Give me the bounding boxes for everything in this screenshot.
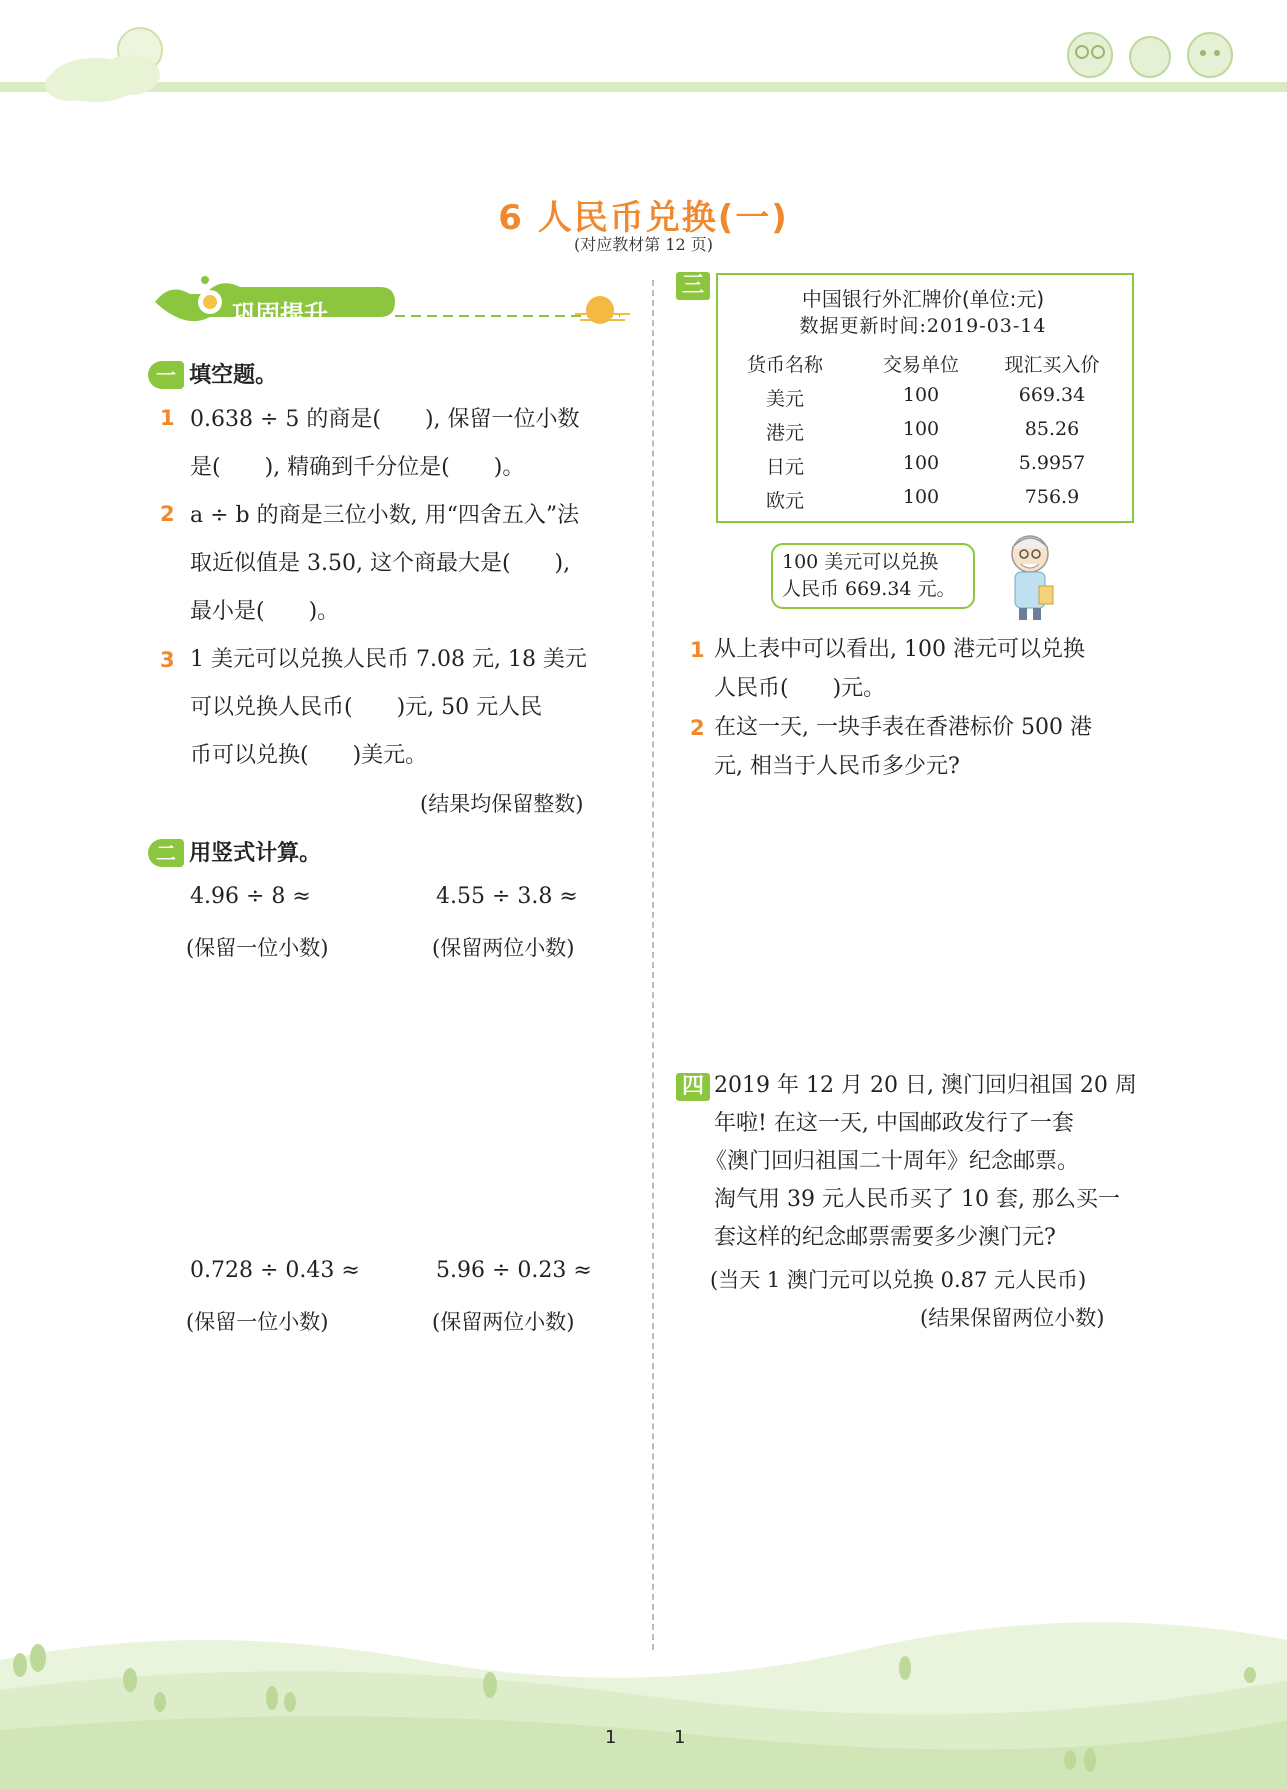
q2-number: 2 (160, 502, 175, 526)
table-cell: 756.9 (1024, 486, 1080, 508)
bubble-line1: 100 美元可以兑换 (782, 551, 939, 573)
bubble-line2: 人民币 669.34 元。 (782, 578, 956, 600)
section4-badge: 四 (676, 1073, 710, 1101)
table-header-unit: 交易单位 (882, 354, 959, 376)
section2-heading: 用竖式计算。 (189, 841, 322, 866)
section1-heading: 填空题。 (189, 363, 278, 388)
s4-note: (结果保留两位小数) (920, 1306, 1105, 1330)
q2-line1: a ÷ b 的商是三位小数, 用“四舍五入”法 (190, 503, 580, 528)
s4-line1: 2019 年 12 月 20 日, 澳门回归祖国 20 周 (714, 1073, 1137, 1098)
s4-line2: 年啦! 在这一天, 中国邮政发行了一套 (714, 1111, 1074, 1136)
s4-line4: 淘气用 39 元人民币买了 10 套, 那么买一 (714, 1187, 1120, 1212)
calc4-note: (保留两位小数) (432, 1310, 575, 1334)
table-cell: 100 (902, 418, 940, 440)
table-cell: 100 (902, 452, 940, 474)
table-update-time: 数据更新时间:2019-03-14 (799, 315, 1047, 337)
s3-q1-number: 1 (690, 638, 705, 662)
section1-badge: 一 (148, 361, 184, 389)
calc3-note: (保留一位小数) (186, 1310, 329, 1334)
q2-line2: 取近似值是 3.50, 这个商最大是( ), (190, 551, 571, 576)
section3-badge: 三 (676, 272, 710, 300)
table-header-rate: 现汇买入价 (1004, 354, 1100, 376)
s3-q2-line2: 元, 相当于人民币多少元? (714, 754, 960, 779)
q1-line2: 是( ), 精确到千分位是( )。 (190, 455, 525, 480)
calc1-expression: 4.96 ÷ 8 ≈ (190, 884, 311, 909)
speech-bubble-text (782, 549, 972, 603)
section2-header (148, 836, 321, 867)
table-header-currency: 货币名称 (746, 354, 823, 376)
table-cell: 85.26 (1024, 418, 1080, 440)
q3-line2: 可以兑换人民币( )元, 50 元人民 (190, 695, 543, 720)
s3-q2-line1: 在这一天, 一块手表在香港标价 500 港 (714, 715, 1092, 740)
section-banner (150, 272, 630, 342)
calc4-expression: 5.96 ÷ 0.23 ≈ (436, 1258, 592, 1283)
s4-line6: (当天 1 澳门元可以兑换 0.87 元人民币) (710, 1268, 1087, 1292)
section2-badge: 二 (148, 839, 184, 867)
table-cell: 欧元 (765, 490, 804, 512)
table-cell: 100 (902, 486, 940, 508)
page-title: 6 人民币兑换(一) (498, 198, 789, 238)
q1-line1: 0.638 ÷ 5 的商是( ), 保留一位小数 (190, 407, 580, 432)
table-title: 中国银行外汇牌价(单位:元) (801, 287, 1045, 311)
q2-line3: 最小是( )。 (190, 599, 340, 624)
q3-note: (结果均保留整数) (420, 792, 584, 816)
table-cell: 100 (902, 384, 940, 406)
s3-q1-line2: 人民币( )元。 (714, 676, 886, 701)
animal-faces-icon (1055, 25, 1255, 85)
calc1-note: (保留一位小数) (186, 936, 329, 960)
page-subtitle: (对应教材第 12 页) (573, 235, 714, 254)
page-number-right: 1 (674, 1727, 686, 1748)
footer-landscape (0, 1610, 1287, 1789)
calc3-expression: 0.728 ÷ 0.43 ≈ (190, 1258, 360, 1283)
s4-line3: 《澳门回归祖国二十周年》纪念邮票。 (705, 1149, 1080, 1174)
banner-label: 巩固提升 (232, 300, 328, 328)
table-cell: 日元 (765, 456, 804, 478)
s3-q1-line1: 从上表中可以看出, 100 港元可以兑换 (714, 637, 1085, 662)
calc2-note: (保留两位小数) (432, 936, 575, 960)
s3-q2-number: 2 (690, 716, 705, 740)
column-divider (652, 280, 654, 1650)
q3-number: 3 (160, 648, 175, 672)
calc2-expression: 4.55 ÷ 3.8 ≈ (436, 884, 578, 909)
table-cell: 5.9957 (1018, 452, 1086, 474)
table-cell: 港元 (765, 422, 804, 444)
section1-header (148, 358, 277, 389)
professor-character-icon (995, 530, 1065, 622)
q3-line1: 1 美元可以兑换人民币 7.08 元, 18 美元 (190, 647, 587, 672)
table-cell: 美元 (765, 388, 804, 410)
page-number-left: 1 (605, 1727, 617, 1748)
s4-line5: 套这样的纪念邮票需要多少澳门元? (714, 1225, 1056, 1250)
cloud-sun-icon (35, 25, 175, 105)
table-cell: 669.34 (1018, 384, 1086, 406)
q1-number: 1 (160, 406, 175, 430)
q3-line3: 币可以兑换( )美元。 (190, 743, 428, 768)
